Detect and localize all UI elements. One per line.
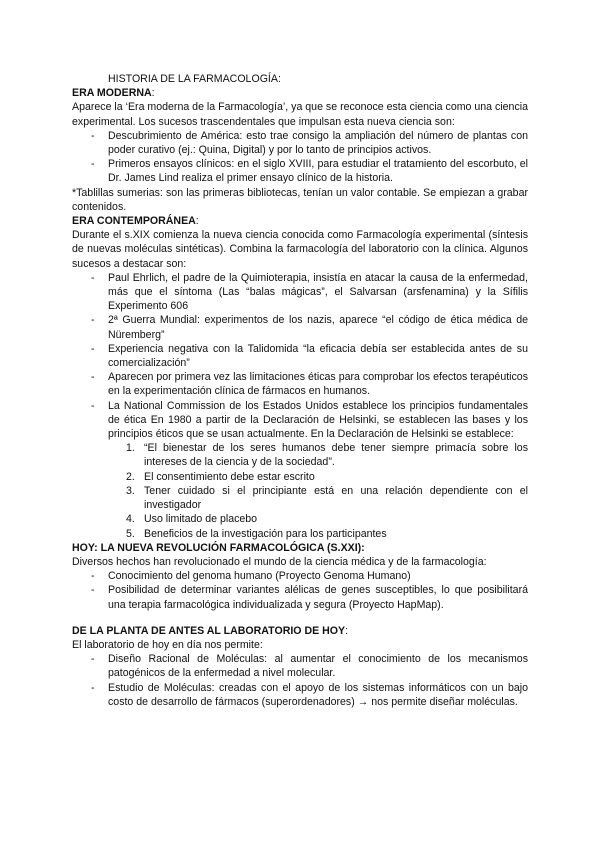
era-contemporanea-heading-colon: : — [195, 215, 199, 228]
tablillas-note: *Tablillas sumerias: son las primeras bibliotecas, tenían un valor contable. Se empiezan a grabar contenidos. — [72, 186, 528, 213]
era-contemporanea-heading — [72, 214, 528, 228]
helsinki-item-text: Beneficios de la investigación para los participantes — [144, 527, 387, 540]
helsinki-item — [72, 441, 528, 469]
era-moderna-intro: Aparece la ‘Era moderna de la Farmacología’, ya que se reconoce esta ciencia como una ciencia experimental. Los sucesos trascendentales que impulsan esta nueva ciencia son: — [72, 101, 528, 128]
planta-heading-colon: : — [345, 624, 349, 637]
helsinki-item-text: Tener cuidado si el principiante está en una relación dependiente con el investigador — [144, 484, 528, 512]
list-item: - 2ª Guerra Mundial: experimentos de los nazis, aparece “el código de ética médica de Nüremberg” — [72, 313, 528, 341]
helsinki-number: 5. — [126, 527, 135, 540]
hoy-heading: HOY: LA NUEVA REVOLUCIÓN FARMACOLÓGICA (S.XXI): — [72, 541, 365, 554]
document-page — [72, 72, 528, 709]
helsinki-item — [72, 470, 528, 484]
list-item: - Primeros ensayos clínicos: en el siglo XVIII, para estudiar el tratamiento del escorbuto, el Dr. James Lind realiza el primer ensayo clínico de la historia. — [72, 157, 528, 185]
era-contemporanea-heading-text: ERA CONTEMPORÁNEA — [72, 215, 196, 228]
list-item: - Paul Ehrlich, el padre de la Quimioterapia, insistía en atacar la causa de la enfermedad, más que el síntoma (Las “balas mágicas”, el Salvarsan (arsfenamina) y la Sífilis Experimento 606 — [72, 271, 528, 314]
list-item: - Conocimiento del genoma humano (Proyecto Genoma Humano) — [72, 569, 528, 583]
planta-heading — [72, 624, 528, 638]
planta-heading-text: DE LA PLANTA DE ANTES AL LABORATORIO DE HOY — [72, 624, 346, 637]
list-item: - Experiencia negativa con la Talidomida “la eficacia debía ser establecida antes de su comercialización” — [72, 342, 528, 370]
helsinki-number: 1. — [126, 442, 135, 455]
helsinki-item-text: “El bienestar de los seres humanos debe tener siempre primacía sobre los intereses de la ciencia y de la sociedad”. — [144, 442, 528, 469]
helsinki-text: La National Commission de los Estados Unidos establece los principios fundamentales de ética En 1980 a partir de la Declaración de Helsinki, se establecen las bases y los principios éticos que se usan actualmente. En la Declaración de Helsinki se establece: — [108, 399, 528, 441]
list-item: - Posibilidad de determinar variantes alélicas de genes susceptibles, lo que posibilitará una terapia farmacológica individualizada y segura (Proyecto HapMap). — [72, 583, 528, 611]
era-contemporanea-intro: Durante el s.XIX comienza la nueva ciencia conocida como Farmacología experimental (síntesis de nuevas moléculas sintéticas). Combina la farmacología del laboratorio con la clínica. Algunos sucesos a destacar son: — [72, 229, 528, 270]
era-contemporanea-list — [72, 271, 528, 541]
list-item: - Descubrimiento de América: esto trae consigo la ampliación del número de plantas con poder curativo (ej.: Quina, Digital) y por lo tanto de principios activos. — [72, 129, 528, 157]
list-item: - Estudio de Moléculas: creadas con el apoyo de los sistemas informáticos con un bajo costo de desarrollo de fármacos (superordenadores) → nos permite diseñar moléculas. — [72, 681, 528, 709]
era-moderna-list — [72, 129, 528, 186]
helsinki-number: 4. — [126, 513, 135, 526]
list-item: - Aparecen por primera vez las limitaciones éticas para comprobar los efectos terapéuticos en la experimentación clínica de fármacos en humanos. — [72, 370, 528, 398]
helsinki-number: 2. — [126, 470, 135, 483]
helsinki-item-text: Uso limitado de placebo — [144, 513, 258, 526]
era-moderna-heading-text: ERA MODERNA — [72, 87, 152, 100]
planta-list — [72, 652, 528, 709]
hoy-intro: Diversos hechos han revolucionado el mundo de la ciencia médica y de la farmacología: — [72, 555, 487, 568]
helsinki-number: 3. — [126, 484, 135, 497]
era-moderna-heading — [72, 86, 528, 100]
list-item: - Diseño Racional de Moléculas: al aumentar el conocimiento de los mecanismos patogénicos de la enfermedad a nivel molecular. — [72, 652, 528, 680]
document-title: HISTORIA DE LA FARMACOLOGÍA: — [108, 73, 281, 85]
era-moderna-heading-colon: : — [151, 87, 155, 100]
helsinki-list — [108, 441, 528, 540]
helsinki-item-text: El consentimiento debe estar escrito — [144, 470, 315, 483]
planta-intro: El laboratorio de hoy en día nos permite: — [72, 638, 263, 651]
helsinki-item — [72, 484, 528, 512]
helsinki-item — [72, 527, 528, 541]
hoy-list — [72, 569, 528, 612]
helsinki-item — [72, 512, 528, 526]
list-item-helsinki — [72, 399, 528, 541]
